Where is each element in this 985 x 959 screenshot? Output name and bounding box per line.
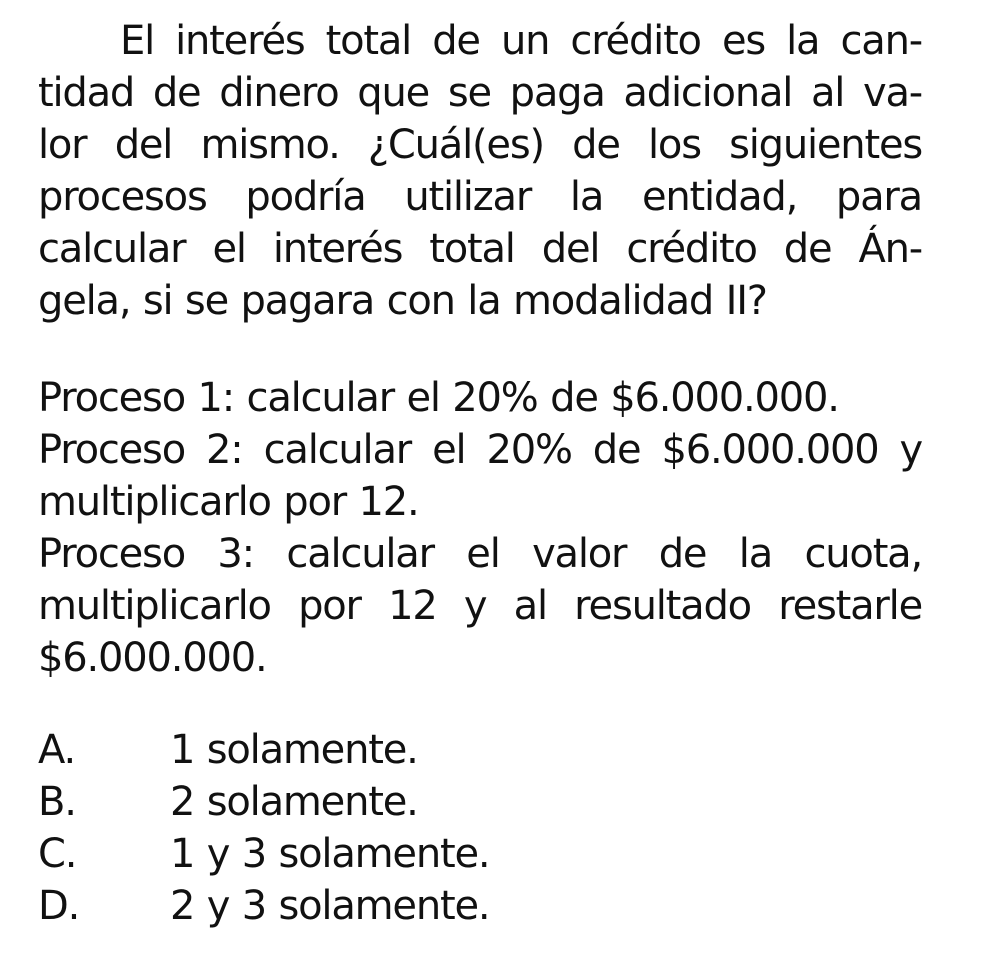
process-line: $6.000.000. <box>38 635 267 681</box>
question-line: El interés total de un crédito es la can- <box>120 18 922 64</box>
option-text: 1 y 3 solamente. <box>170 831 490 877</box>
process-line: Proceso 1: calcular el 20% de $6.000.000. <box>38 375 839 421</box>
option-letter: D. <box>38 883 80 929</box>
option-letter: B. <box>38 779 76 825</box>
question-line: tidad de dinero que se paga adicional al va- <box>38 70 922 116</box>
question-line: calcular el interés total del crédito de Án- <box>38 226 922 272</box>
option-b[interactable] <box>38 776 922 828</box>
question-stem <box>38 15 922 327</box>
option-c[interactable] <box>38 828 922 880</box>
question-line: lor del mismo. ¿Cuál(es) de los siguientes <box>38 122 922 168</box>
option-text: 2 y 3 solamente. <box>170 883 490 929</box>
process-line: Proceso 3: calcular el valor de la cuota, <box>38 531 922 577</box>
process-list <box>38 372 922 684</box>
question-line: gela, si se pagara con la modalidad II? <box>38 278 767 324</box>
option-d[interactable] <box>38 880 922 932</box>
process-line: multiplicarlo por 12 y al resultado restarle <box>38 583 922 629</box>
option-letter: C. <box>38 831 77 877</box>
process-line: Proceso 2: calcular el 20% de $6.000.000 y <box>38 427 922 473</box>
question-line: procesos podría utilizar la entidad, para <box>38 174 922 220</box>
option-a[interactable] <box>38 724 922 776</box>
option-text: 2 solamente. <box>170 779 418 825</box>
process-line: multiplicarlo por 12. <box>38 479 419 525</box>
option-letter: A. <box>38 727 75 773</box>
answer-options <box>38 724 922 932</box>
option-text: 1 solamente. <box>170 727 418 773</box>
